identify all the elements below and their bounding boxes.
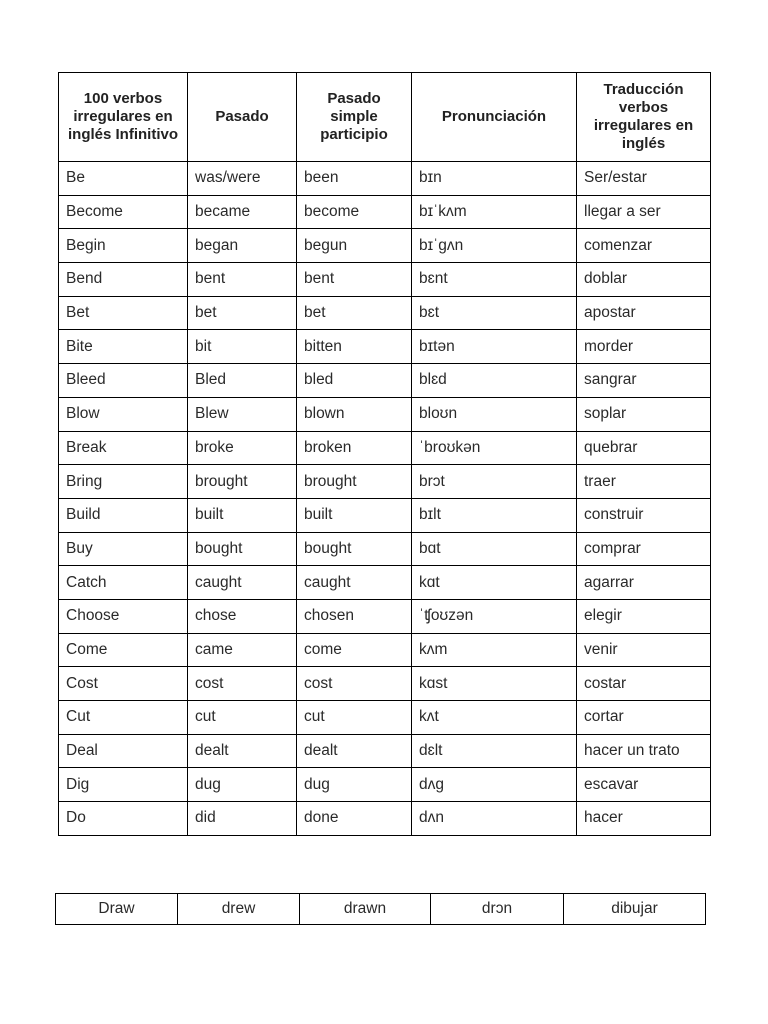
cell-pronunciation: bɪlt — [412, 498, 577, 532]
cell-infinitive: Bleed — [59, 364, 188, 398]
cell-pronunciation: ˈʧoʊzən — [412, 599, 577, 633]
cell-past: caught — [188, 566, 297, 600]
table-row — [59, 364, 711, 398]
cell-past: chose — [188, 599, 297, 633]
cell-translation: llegar a ser — [577, 195, 711, 229]
cell-past: Blew — [188, 397, 297, 431]
cell-translation: comprar — [577, 532, 711, 566]
header-pronunciation: Pronunciación — [412, 73, 577, 162]
cell-past: did — [188, 802, 297, 836]
cell-infinitive: Build — [59, 498, 188, 532]
cell-past-participle: bought — [297, 532, 412, 566]
cell-infinitive: Dig — [59, 768, 188, 802]
cell-past-participle: bled — [297, 364, 412, 398]
cell-past: dealt — [188, 734, 297, 768]
header-past-participle: Pasado simple participio — [297, 73, 412, 162]
cell-pronunciation: bɛnt — [412, 263, 577, 297]
cell-past: came — [188, 633, 297, 667]
cell-past-participle: broken — [297, 431, 412, 465]
cell-pronunciation: brɔt — [412, 465, 577, 499]
cell-past: bet — [188, 296, 297, 330]
cell-infinitive: Blow — [59, 397, 188, 431]
table-row — [59, 701, 711, 735]
cell-translation: dibujar — [564, 894, 706, 925]
cell-past-participle: blown — [297, 397, 412, 431]
cell-infinitive: Bite — [59, 330, 188, 364]
cell-translation: elegir — [577, 599, 711, 633]
cell-past-participle: dealt — [297, 734, 412, 768]
cell-infinitive: Come — [59, 633, 188, 667]
header-past: Pasado — [188, 73, 297, 162]
extra-verb-table — [55, 893, 706, 925]
table-row — [59, 599, 711, 633]
cell-infinitive: Catch — [59, 566, 188, 600]
cell-translation: traer — [577, 465, 711, 499]
cell-past-participle: come — [297, 633, 412, 667]
cell-infinitive: Do — [59, 802, 188, 836]
cell-infinitive: Choose — [59, 599, 188, 633]
cell-infinitive: Bend — [59, 263, 188, 297]
cell-pronunciation: bɛt — [412, 296, 577, 330]
cell-infinitive: Break — [59, 431, 188, 465]
cell-pronunciation: bɑt — [412, 532, 577, 566]
cell-infinitive: Cost — [59, 667, 188, 701]
table-row — [59, 397, 711, 431]
cell-pronunciation: kʌm — [412, 633, 577, 667]
cell-past-participle: dug — [297, 768, 412, 802]
table-row — [59, 633, 711, 667]
cell-pronunciation: bɪn — [412, 162, 577, 196]
cell-translation: agarrar — [577, 566, 711, 600]
table-row — [59, 431, 711, 465]
cell-pronunciation: dʌɡ — [412, 768, 577, 802]
cell-pronunciation: kɑt — [412, 566, 577, 600]
cell-past-participle: chosen — [297, 599, 412, 633]
cell-infinitive: Deal — [59, 734, 188, 768]
cell-past: Bled — [188, 364, 297, 398]
cell-pronunciation: dɛlt — [412, 734, 577, 768]
cell-past: bent — [188, 263, 297, 297]
header-infinitive: 100 verbos irregulares en inglés Infinitivo — [59, 73, 188, 162]
table-row — [59, 162, 711, 196]
cell-past-participle: built — [297, 498, 412, 532]
table-row — [59, 296, 711, 330]
cell-past-participle: drawn — [300, 894, 431, 925]
cell-pronunciation: dʌn — [412, 802, 577, 836]
cell-past: became — [188, 195, 297, 229]
cell-past: dug — [188, 768, 297, 802]
cell-translation: doblar — [577, 263, 711, 297]
cell-translation: costar — [577, 667, 711, 701]
cell-translation: soplar — [577, 397, 711, 431]
table-row — [59, 532, 711, 566]
cell-infinitive: Be — [59, 162, 188, 196]
cell-past-participle: cost — [297, 667, 412, 701]
cell-translation: quebrar — [577, 431, 711, 465]
cell-infinitive: Buy — [59, 532, 188, 566]
cell-translation: cortar — [577, 701, 711, 735]
cell-translation: hacer un trato — [577, 734, 711, 768]
cell-infinitive: Begin — [59, 229, 188, 263]
cell-translation: apostar — [577, 296, 711, 330]
cell-translation: comenzar — [577, 229, 711, 263]
cell-past: drew — [178, 894, 300, 925]
cell-translation: Ser/estar — [577, 162, 711, 196]
table-header-row — [59, 73, 711, 162]
cell-pronunciation: blɛd — [412, 364, 577, 398]
cell-past-participle: been — [297, 162, 412, 196]
table-row — [59, 229, 711, 263]
cell-past: broke — [188, 431, 297, 465]
cell-pronunciation: bɪˈkʌm — [412, 195, 577, 229]
cell-past-participle: become — [297, 195, 412, 229]
cell-translation: hacer — [577, 802, 711, 836]
cell-pronunciation: kɑst — [412, 667, 577, 701]
table-row — [59, 330, 711, 364]
cell-translation: sangrar — [577, 364, 711, 398]
table-row — [59, 768, 711, 802]
cell-past: built — [188, 498, 297, 532]
table-row — [59, 734, 711, 768]
table-row — [59, 498, 711, 532]
irregular-verbs-table — [58, 72, 711, 836]
cell-translation: escavar — [577, 768, 711, 802]
header-translation: Traducción verbos irregulares en inglés — [577, 73, 711, 162]
cell-past: cost — [188, 667, 297, 701]
cell-pronunciation: bloʊn — [412, 397, 577, 431]
cell-translation: venir — [577, 633, 711, 667]
extra-table-body — [56, 894, 706, 925]
cell-infinitive: Become — [59, 195, 188, 229]
cell-pronunciation: kʌt — [412, 701, 577, 735]
table-row — [59, 802, 711, 836]
cell-past: bought — [188, 532, 297, 566]
cell-past-participle: caught — [297, 566, 412, 600]
table-row — [59, 667, 711, 701]
cell-infinitive: Cut — [59, 701, 188, 735]
cell-pronunciation: bɪtən — [412, 330, 577, 364]
cell-past-participle: bet — [297, 296, 412, 330]
cell-past: bit — [188, 330, 297, 364]
table-row — [59, 566, 711, 600]
cell-past-participle: brought — [297, 465, 412, 499]
cell-past: was/were — [188, 162, 297, 196]
cell-pronunciation: bɪˈɡʌn — [412, 229, 577, 263]
cell-past-participle: bitten — [297, 330, 412, 364]
cell-past: began — [188, 229, 297, 263]
cell-past-participle: done — [297, 802, 412, 836]
table-row — [59, 465, 711, 499]
table-row — [59, 195, 711, 229]
cell-pronunciation: ˈbroʊkən — [412, 431, 577, 465]
cell-past: brought — [188, 465, 297, 499]
cell-past: cut — [188, 701, 297, 735]
cell-pronunciation: drɔn — [431, 894, 564, 925]
cell-infinitive: Bet — [59, 296, 188, 330]
cell-past-participle: bent — [297, 263, 412, 297]
table-row — [56, 894, 706, 925]
cell-infinitive: Draw — [56, 894, 178, 925]
cell-translation: morder — [577, 330, 711, 364]
cell-infinitive: Bring — [59, 465, 188, 499]
table-row — [59, 263, 711, 297]
cell-past-participle: cut — [297, 701, 412, 735]
cell-past-participle: begun — [297, 229, 412, 263]
cell-translation: construir — [577, 498, 711, 532]
table-body — [59, 162, 711, 836]
